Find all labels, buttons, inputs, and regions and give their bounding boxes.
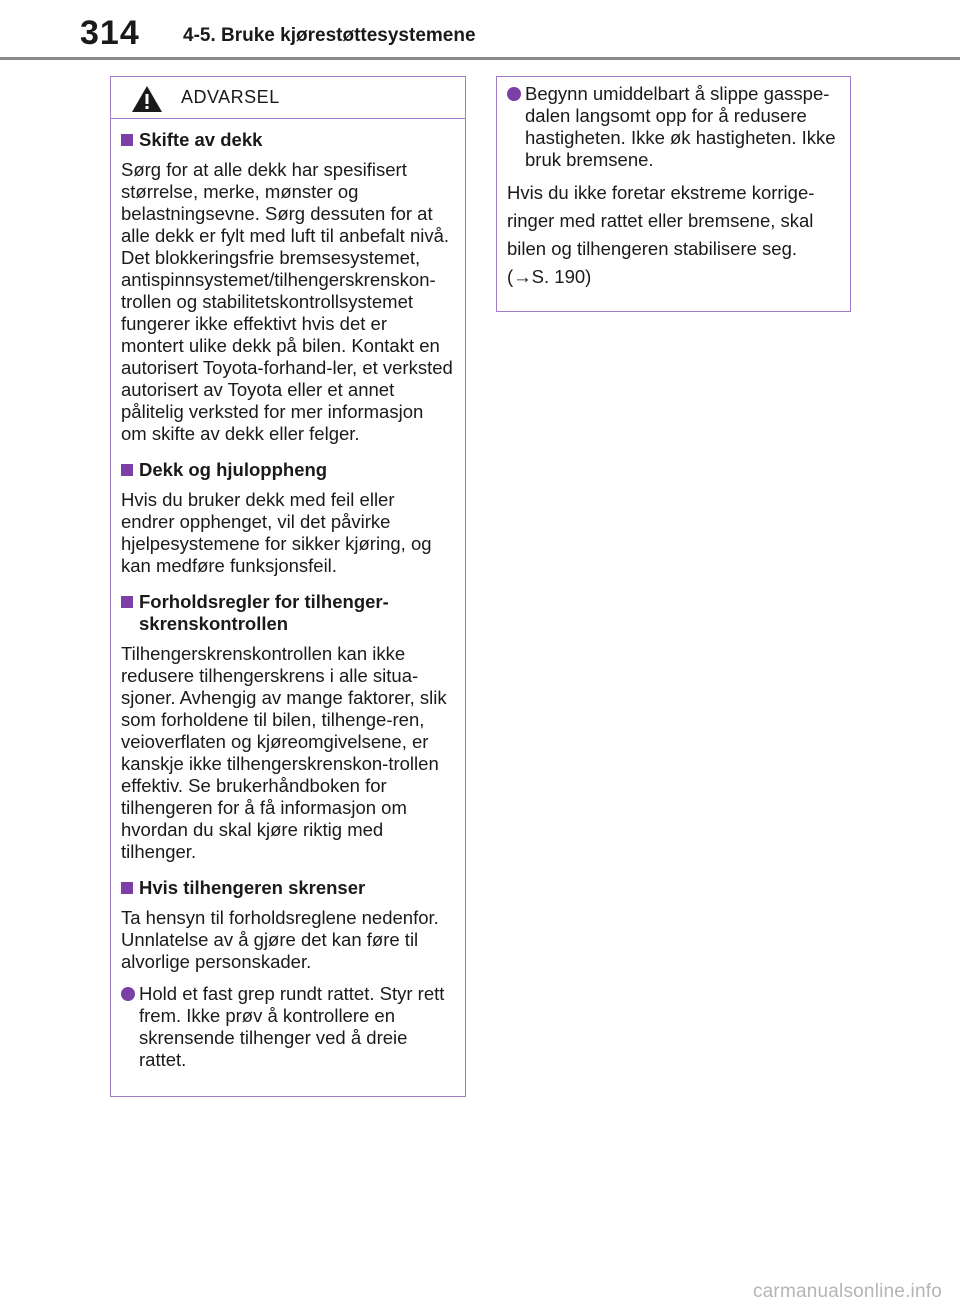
- section-body: Ta hensyn til forholdsreglene nedenfor. Unnlatelse av å gjøre det kan føre til alvorlige personskader.: [121, 907, 439, 972]
- bullet-item: [507, 83, 838, 171]
- square-bullet-icon: [121, 134, 133, 146]
- closing-paragraph: [507, 179, 838, 291]
- warning-triangle-icon: [131, 85, 163, 113]
- page-number: 314: [80, 14, 140, 52]
- section-body: Hvis du bruker dekk med feil eller endrer opphenget, vil det påvirke hjelpesystemene for sikker kjøring, og kan medføre funksjonsfeil.: [121, 489, 432, 576]
- square-bullet-icon: [121, 882, 133, 894]
- section-heading-text: Hvis tilhengeren skrenser: [139, 877, 366, 898]
- section-heading-text: Forholdsregler for tilhenger-skrenskontrollen: [139, 591, 389, 634]
- warning-content-continued: [497, 77, 850, 291]
- paragraph-line: bilen og tilhengeren stabilisere seg.: [507, 238, 798, 259]
- round-bullet-icon: [121, 987, 135, 1001]
- bullet-text: Begynn umiddelbart å slippe gasspe-dalen langsomt opp for å redusere hastigheten. Ikke øk hastigheten. Ikke bruk bremsene.: [525, 83, 836, 170]
- section-heading: [121, 877, 453, 899]
- warning-header: [111, 77, 465, 119]
- page-header: [0, 0, 960, 60]
- warning-title: ADVARSEL: [181, 87, 280, 107]
- paragraph-line: ringer med rattet eller bremsene, skal: [507, 210, 814, 231]
- header-divider: [0, 57, 960, 60]
- section-heading-text: Dekk og hjuloppheng: [139, 459, 328, 480]
- page-reference: (→S. 190): [507, 266, 592, 287]
- section-heading: [121, 459, 453, 481]
- section-title: 4-5. Bruke kjørestøttesystemene: [183, 25, 476, 46]
- round-bullet-icon: [507, 87, 521, 101]
- bullet-item: [121, 983, 453, 1071]
- section-heading: [121, 591, 453, 635]
- warning-content: [111, 129, 465, 1071]
- section-body: Sørg for at alle dekk har spesifisert størrelse, merke, mønster og belastningsevne. Sørg dessuten for at alle dekk er fylt med luft til anbefalt nivå. Det blokkeringsfrie bremsesystemet, antispinnsystemet/tilhengerskrenskon-trollen og stabilitetskontrollsystemet fungerer ikke effektivt hvis det er montert ulike dekk på bilen. Kontakt en autorisert Toyota-forhand-ler, et verksted autorisert av Toyota eller et annet pålitelig verksted for mer informasjon om skifte av dekk eller felger.: [121, 159, 453, 444]
- square-bullet-icon: [121, 464, 133, 476]
- section-heading: [121, 129, 453, 151]
- warning-box-continued: [496, 76, 851, 312]
- paragraph-line: Hvis du ikke foretar ekstreme korrige-: [507, 182, 815, 203]
- section-heading-text: Skifte av dekk: [139, 129, 263, 150]
- bullet-text: Hold et fast grep rundt rattet. Styr rett frem. Ikke prøv å kontrollere en skrensende tilhenger ved å dreie rattet.: [139, 983, 445, 1070]
- square-bullet-icon: [121, 596, 133, 608]
- footer-watermark: carmanualsonline.info: [752, 1281, 942, 1302]
- warning-box: [110, 76, 466, 1097]
- section-body: Tilhengerskrenskontrollen kan ikke redusere tilhengerskrens i alle situa-sjoner. Avhengig av mange faktorer, slik som forholdene til bilen, tilhenge-ren, veioverflaten og kjøreomgivelsene, er kanskje ikke tilhengerskrenskon-trollen effektiv. Se brukerhåndboken for tilhengeren for å få informasjon om hvordan du skal kjøre riktig med tilhenger.: [121, 643, 447, 862]
